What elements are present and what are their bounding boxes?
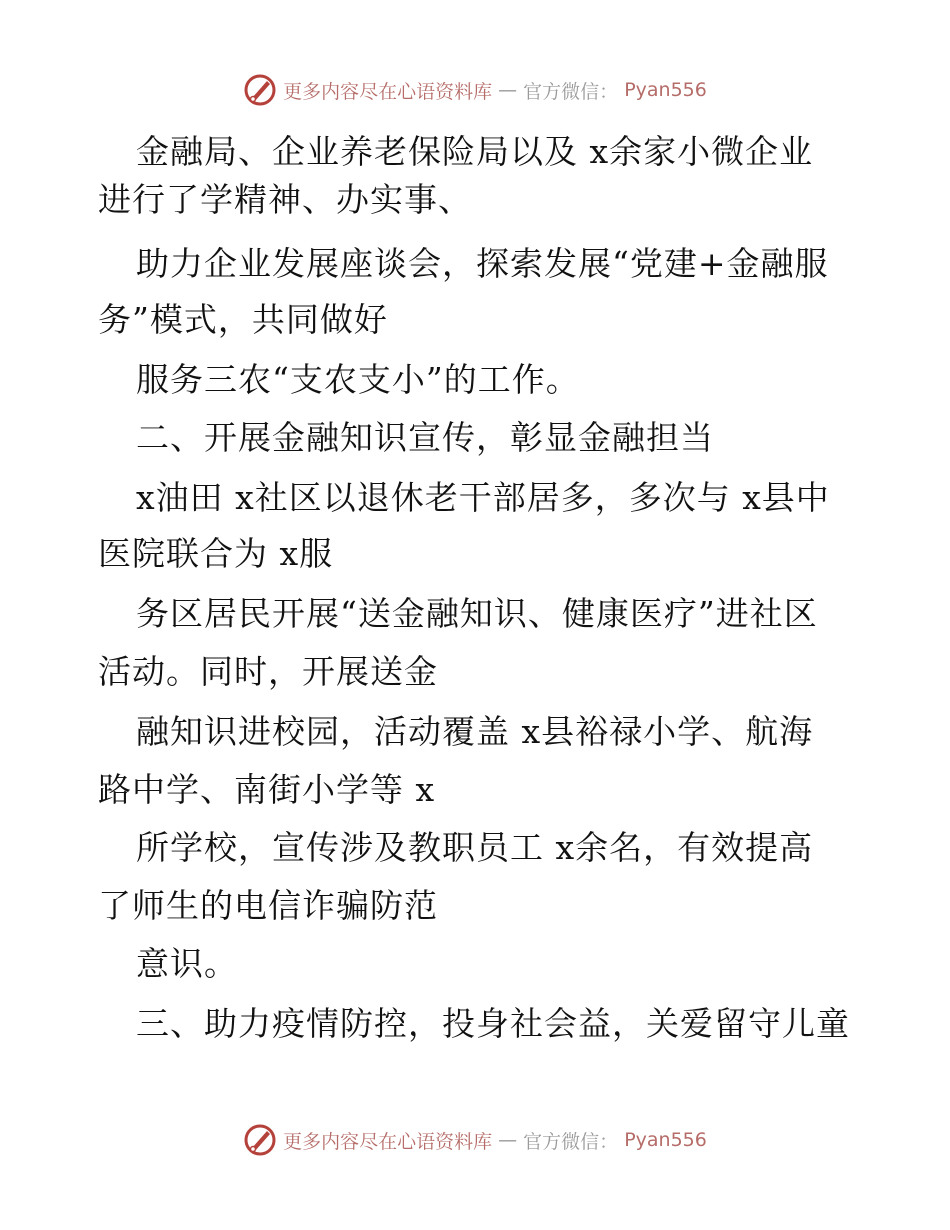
watermark-wechat-id: Pyan556 (624, 79, 707, 101)
section-heading: 三、助力疫情防控，投身社会益，关爱留守儿童 (136, 1004, 850, 1043)
body-line: x油田 x社区以退休老干部居多，多次与 x县中 (136, 478, 830, 517)
watermark-wechat-label: 官方微信： (523, 1130, 619, 1153)
body-line: 意识。 (136, 944, 238, 983)
watermark-wechat-label: 官方微信： (523, 80, 619, 103)
watermark-wechat-id: Pyan556 (624, 1129, 707, 1151)
body-line: 所学校，宣传涉及教职员工 x余名，有效提高 (136, 828, 814, 867)
body-line: 服务三农“支农支小”的工作。 (136, 360, 580, 399)
pen-logo-icon (243, 73, 277, 107)
header-watermark (0, 70, 950, 110)
watermark-text: 更多内容尽在心语资料库 (283, 1130, 493, 1153)
body-line: 路中学、南街小学等 x (98, 770, 436, 809)
body-line: 务”模式，共同做好 (98, 300, 388, 339)
body-line: 融知识进校园，活动覆盖 x县裕禄小学、航海 (136, 712, 814, 751)
body-line: 医院联合为 x服 (98, 534, 334, 573)
watermark-dash: — (498, 79, 518, 101)
body-line: 活动。同时，开展送金 (98, 652, 438, 691)
section-heading: 二、开展金融知识宣传，彰显金融担当 (136, 418, 714, 457)
body-line: 进行了学精神、办实事、 (98, 180, 472, 219)
body-line: 助力企业发展座谈会，探索发展“党建+金融服 (136, 244, 829, 283)
body-line: 金融局、企业养老保险局以及 x余家小微企业 (136, 132, 814, 171)
body-line: 了师生的电信诈骗防范 (98, 886, 438, 925)
body-line: 务区居民开展“送金融知识、健康医疗”进社区 (136, 594, 818, 633)
pen-logo-icon (243, 1123, 277, 1157)
watermark-text: 更多内容尽在心语资料库 (283, 80, 493, 103)
watermark-dash: — (498, 1129, 518, 1151)
footer-watermark (0, 1120, 950, 1160)
